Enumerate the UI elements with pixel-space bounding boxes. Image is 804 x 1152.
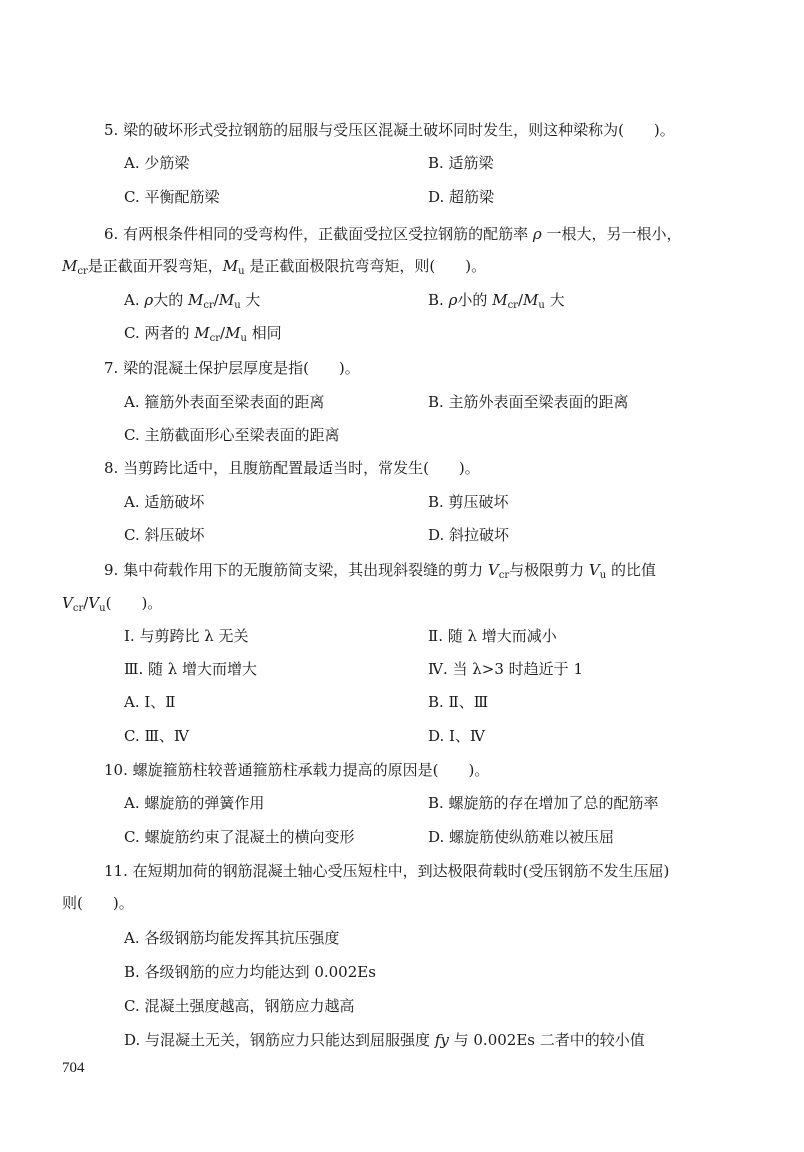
q6-stem-part: 6. 有两根条件相同的受弯构件，正截面受拉区受拉钢筋的配筋率 [104, 225, 529, 243]
q6-option-c: C. 两者的 $M_{cr}/M_u$ 相同 [124, 324, 282, 344]
q6-stem-part: 是正截面极限抗弯弯矩，则( )。 [249, 257, 487, 275]
q10-option-c: C. 螺旋筋约束了混凝土的横向变形 [124, 828, 355, 846]
q5-stem: 5. 梁的破坏形式受拉钢筋的屈服与受压区混凝土破坏同时发生，则这种梁称为( )。 [104, 121, 675, 139]
q7-stem: 7. 梁的混凝土保护层厚度是指( )。 [104, 359, 360, 377]
q7-option-b: B. 主筋外表面至梁表面的距离 [428, 393, 629, 411]
q11-option-c: C. 混凝土强度越高，钢筋应力越高 [124, 997, 355, 1015]
q9-statement-i: Ⅰ. 与剪跨比 λ 无关 [124, 627, 249, 645]
q8-option-a: A. 适筋破坏 [124, 493, 205, 511]
q10-stem: 10. 螺旋箍筋柱较普通箍筋柱承载力提高的原因是( )。 [104, 761, 490, 779]
q5-option-a: A. 少筋梁 [124, 154, 190, 172]
cr-subscript: cr [77, 266, 88, 277]
rho-symbol: ρ [532, 225, 542, 243]
q9-option-c: C. Ⅲ、Ⅳ [124, 727, 189, 745]
q11-stem-line1: 11. 在短期加荷的钢筋混凝土轴心受压短柱中，到达极限荷载时(受压钢筋不发生压屈) [104, 862, 670, 880]
q5-option-c: C. 平衡配筋梁 [124, 188, 220, 206]
q6-option-b: B. ρ小的 $M_{cr}/M_u$ 大 [428, 291, 565, 311]
q11-stem-line2: 则( )。 [62, 894, 134, 912]
q8-stem: 8. 当剪跨比适中，且腹筋配置最适当时，常发生( )。 [104, 459, 480, 477]
m-symbol: M [62, 257, 78, 275]
q10-option-d: D. 螺旋筋使纵筋难以被压屈 [428, 828, 615, 846]
q5-option-d: D. 超筋梁 [428, 188, 495, 206]
q8-option-c: C. 斜压破坏 [124, 526, 205, 544]
q6-option-a: A. ρ大的 $M_{cr}/M_u$ 大 [124, 291, 261, 311]
v-symbol: V [487, 561, 499, 579]
page-number: 704 [62, 1060, 85, 1076]
q11-option-b: B. 各级钢筋的应力均能达到 0.002Es [124, 963, 376, 981]
q7-option-c: C. 主筋截面形心至梁表面的距离 [124, 426, 340, 444]
q6-stem-part: 一根大，另一根小， [546, 225, 682, 243]
q9-option-b: B. Ⅱ、Ⅲ [428, 693, 489, 711]
q9-option-a: A. Ⅰ、Ⅱ [124, 693, 176, 711]
q9-statement-iv: Ⅳ. 当 λ>3 时趋近于 1 [428, 660, 583, 678]
q9-statement-ii: Ⅱ. 随 λ 增大而减小 [428, 627, 557, 645]
u-subscript: u [238, 266, 245, 277]
q9-statement-iii: Ⅲ. 随 λ 增大而增大 [124, 660, 258, 678]
m-symbol: M [222, 257, 239, 275]
q8-option-d: D. 斜拉破坏 [428, 526, 510, 544]
v-symbol: V [588, 561, 600, 579]
q7-option-a: A. 箍筋外表面至梁表面的距离 [124, 393, 325, 411]
q8-option-b: B. 剪压破坏 [428, 493, 509, 511]
q5-option-b: B. 适筋梁 [428, 154, 494, 172]
q11-option-a: A. 各级钢筋均能发挥其抗压强度 [124, 929, 340, 947]
q11-option-d: D. 与混凝土无关，钢筋应力只能达到屈服强度 fy 与 0.002Es 二者中的较小值 [124, 1031, 645, 1049]
q9-stem-line2: $V_{cr}/V_u$( )。 [62, 594, 163, 614]
fy-symbol: fy [434, 1031, 449, 1049]
q6-stem-line1 [104, 224, 682, 244]
q9-stem-line1: 9. 集中荷载作用下的无腹筋简支梁，其出现斜裂缝的剪力 $V_{cr}$与极限剪力 $V_u$ 的比值 [104, 561, 656, 581]
q10-option-a: A. 螺旋筋的弹簧作用 [124, 794, 265, 812]
q6-stem-line2 [62, 256, 486, 276]
q6-stem-part: 是正截面开裂弯矩， [87, 257, 223, 275]
q10-option-b: B. 螺旋筋的存在增加了总的配筋率 [428, 794, 659, 812]
q9-option-d: D. Ⅰ、Ⅳ [428, 727, 485, 745]
